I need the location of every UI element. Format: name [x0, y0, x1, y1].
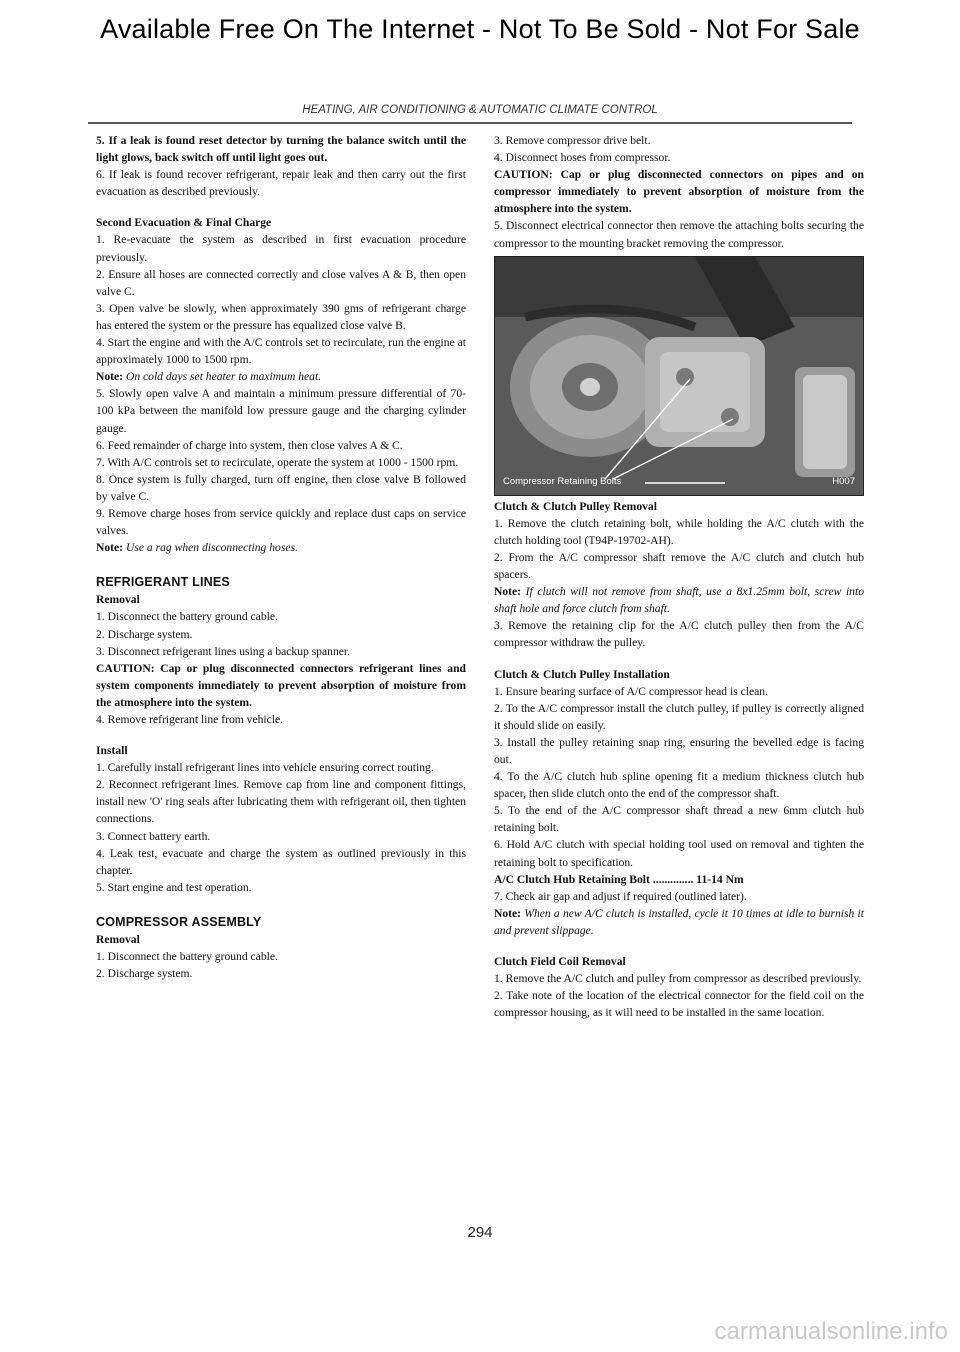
note: Note: Use a rag when disconnecting hoses.: [96, 541, 298, 555]
left-column: [96, 132, 466, 982]
page-number: 294: [467, 1224, 493, 1241]
section-heading-refrigerant-lines: REFRIGERANT LINES: [96, 575, 230, 590]
figure-reference: H007: [832, 475, 855, 487]
note: Note: When a new A/C clutch is installed, cycle it 10 times at idle to burnish it and prevent slippage.: [494, 906, 864, 937]
step: 5. To the end of the A/C compressor shaft thread a new 6mm clutch hub retaining bolt.: [494, 804, 864, 835]
step: 1. Ensure bearing surface of A/C compressor head is clean.: [494, 684, 768, 698]
step: 3. Open valve be slowly, when approximately 390 gms of refrigerant charge has entered the system or the pressure has equalized close valve B.: [96, 301, 466, 332]
step: 4. Remove refrigerant line from vehicle.: [96, 713, 284, 726]
note: Note: On cold days set heater to maximum heat.: [96, 370, 322, 384]
subheading-install: Install: [96, 744, 128, 758]
step: 3. Disconnect refrigerant lines using a backup spanner.: [96, 644, 351, 658]
heading-field-coil-removal: Clutch Field Coil Removal: [494, 955, 626, 968]
figure-caption: Compressor Retaining Bolts: [503, 475, 622, 487]
heading-clutch-removal: Clutch & Clutch Pulley Removal: [494, 499, 657, 513]
step: 6. Feed remainder of charge into system, then close valves A & C.: [96, 438, 403, 452]
subheading-removal: Removal: [96, 933, 140, 947]
step: 7. With A/C controls set to recirculate, operate the system at 1000 - 1500 rpm.: [96, 455, 459, 469]
step: 4. Leak test, evacuate and charge the system as outlined previously in this chapter.: [96, 846, 466, 877]
step: 3. Install the pulley retaining snap ring, ensuring the bevelled edge is facing out.: [494, 735, 864, 766]
step: 2. Discharge system.: [96, 627, 193, 641]
compressor-illustration: [495, 257, 863, 495]
paragraph: 5. If a leak is found reset detector by turning the balance switch until the light glows, back switch off until light goes out.: [96, 134, 466, 165]
step: 1. Disconnect the battery ground cable.: [96, 950, 278, 964]
step: 2. Reconnect refrigerant lines. Remove cap from line and component fittings, install new 'O' ring seals after lubricating them with refrigerant oil, then tighten connections.: [96, 778, 466, 826]
step: 2. To the A/C compressor install the clutch pulley, if pulley is correctly aligned it should slide on easily.: [494, 701, 864, 732]
step: 1. Disconnect the battery ground cable.: [96, 610, 278, 624]
watermark-banner: Available Free On The Internet - Not To Be Sold - Not For Sale: [100, 14, 860, 44]
header-rule: [88, 122, 852, 124]
step: 2. Discharge system.: [96, 967, 193, 981]
step: 5. Slowly open valve A and maintain a minimum pressure differential of 70-100 kPa between the manifold low pressure gauge and the charging cylinder gauge.: [96, 387, 466, 435]
step: 3. Remove the retaining clip for the A/C clutch pulley then from the A/C compressor withdraw the pulley.: [494, 619, 864, 650]
step: 5. Start engine and test operation.: [96, 880, 252, 894]
subheading-removal: Removal: [96, 593, 140, 607]
step: 1. Re-evacuate the system as described in first evacuation procedure previously.: [96, 233, 466, 264]
caution: CAUTION: Cap or plug disconnected connectors on pipes and on compressor immediately to prevent absorption of moisture from the atmosphere into the system.: [494, 168, 864, 216]
step: 9. Remove charge hoses from service quickly and replace dust caps on service valves.: [96, 506, 466, 538]
step: 4. To the A/C clutch hub spline opening fit a medium thickness clutch hub spacer, then slide clutch onto the end of the compressor shaft.: [494, 770, 864, 801]
note: Note: If clutch will not remove from shaft, use a 8x1.25mm bolt, screw into shaft hole and force clutch from shaft.: [494, 585, 864, 616]
step: 3. Remove compressor drive belt.: [494, 134, 651, 147]
step: 1. Remove the A/C clutch and pulley from compressor as described previously.: [494, 972, 862, 986]
section-heading-compressor-assembly: COMPRESSOR ASSEMBLY: [96, 914, 262, 929]
torque-spec: A/C Clutch Hub Retaining Bolt .............. 11-14 Nm: [494, 872, 744, 886]
heading-second-evacuation: Second Evacuation & Final Charge: [96, 216, 272, 230]
site-watermark: carmanualsonline.info: [714, 1318, 948, 1345]
heading-clutch-installation: Clutch & Clutch Pulley Installation: [494, 667, 670, 681]
step: 2. From the A/C compressor shaft remove the A/C clutch and clutch hub spacers.: [494, 550, 864, 582]
step: 6. Hold A/C clutch with special holding tool used on removal and tighten the retaining bolt to specification.: [494, 838, 864, 869]
step: 5. Disconnect electrical connector then remove the attaching bolts securing the compressor to the mounting bracket removing the compressor.: [494, 219, 864, 250]
paragraph: 6. If leak is found recover refrigerant, repair leak and then carry out the first evacuation as described previously.: [96, 168, 466, 199]
step: 4. Start the engine and with the A/C controls set to recirculate, run the engine at approximately 1000 to 1500 rpm.: [96, 336, 466, 367]
step: 2. Take note of the location of the electrical connector for the field coil on the compressor housing, as it will need to be installed in the same location.: [494, 989, 864, 1020]
step: 7. Check air gap and adjust if required (outlined later).: [494, 889, 747, 903]
running-head: HEATING, AIR CONDITIONING & AUTOMATIC CLIMATE CONTROL: [302, 104, 658, 116]
step: 1. Remove the clutch retaining bolt, while holding the A/C clutch with the clutch holding tool (T94P-19702-AH).: [494, 516, 864, 547]
step: 2. Ensure all hoses are connected correctly and close valves A & B, then open valve C.: [96, 267, 466, 298]
right-column: [494, 132, 864, 1021]
step: 8. Once system is fully charged, turn off engine, then close valve B followed by valve C.: [96, 472, 466, 503]
caution: CAUTION: Cap or plug disconnected connectors refrigerant lines and system components immediately to prevent absorption of moisture from the atmosphere into the system.: [96, 661, 466, 709]
compressor-photo: [494, 256, 864, 496]
step: 1. Carefully install refrigerant lines into vehicle ensuring correct routing.: [96, 761, 434, 775]
step: 4. Disconnect hoses from compressor.: [494, 151, 671, 165]
step: 3. Connect battery earth.: [96, 829, 211, 843]
